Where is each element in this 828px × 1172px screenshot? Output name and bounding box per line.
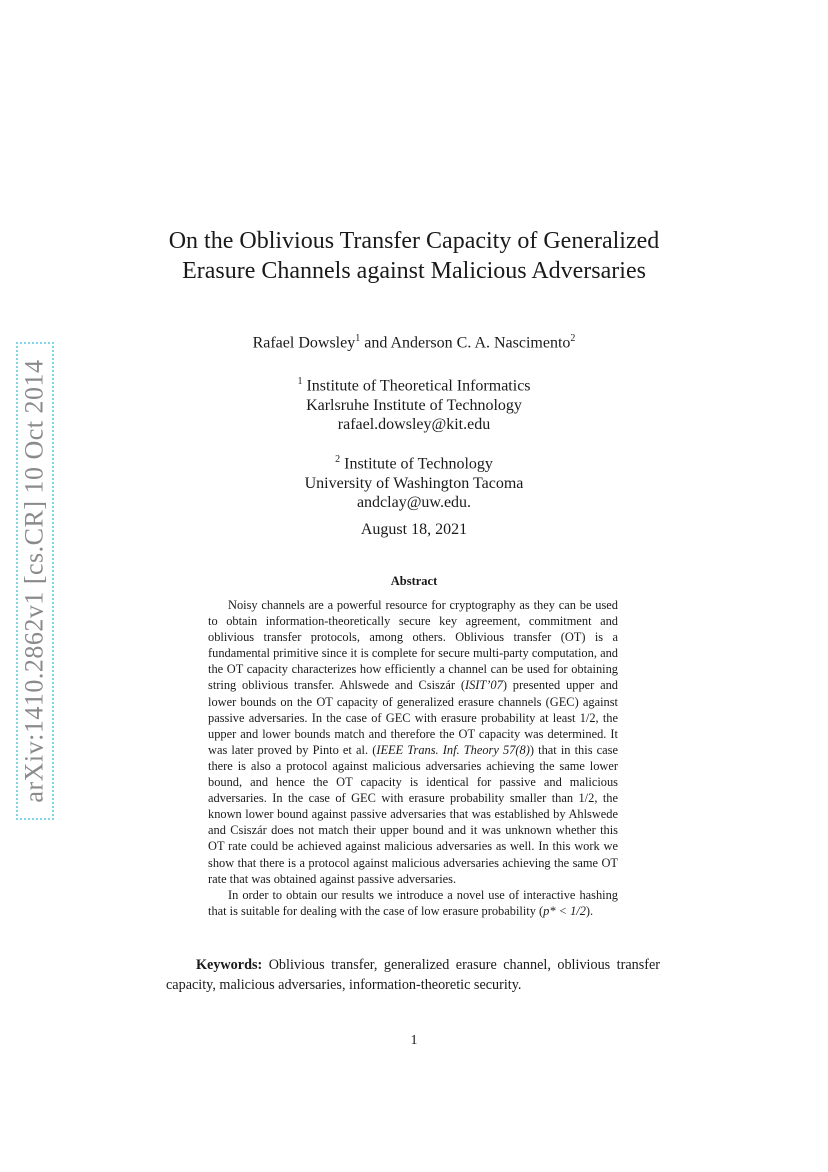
affiliation-block	[150, 372, 678, 435]
affiliation-email: andclay@uw.edu.	[356, 494, 472, 512]
affiliation-university: Karlsruhe Institute of Technology	[306, 396, 522, 414]
author-name: Anderson C. A. Nascimento	[390, 334, 571, 352]
author-conjunction: and	[360, 334, 391, 352]
abstract-body	[208, 597, 618, 919]
abstract-heading: Abstract	[390, 574, 438, 588]
abstract-paragraph: In order to obtain our results we introduce a novel use of interactive hashing that is suitable for dealing with the case of low erasure probability (p* < 1/2).	[208, 887, 618, 918]
author-affiliation-mark: 2	[570, 333, 576, 344]
arxiv-stamp	[16, 342, 54, 820]
affiliation-mark: 2	[335, 454, 341, 465]
affiliation-mark: 1	[297, 376, 303, 387]
paper-date: August 18, 2021	[360, 521, 468, 538]
affiliation-institute: $^2$ Institute of Technology	[335, 454, 493, 473]
keywords-text: Oblivious transfer, generalized erasure channel, oblivious transfer capacity, malicious adversaries, information-theoretic security.	[166, 957, 660, 993]
affiliation-university: University of Washington Tacoma	[304, 474, 524, 492]
affiliation-block	[150, 450, 678, 513]
citation: IEEE Trans. Inf. Theory 57(8)	[376, 742, 530, 757]
keywords-label: Keywords:	[196, 957, 263, 973]
page-number: 1	[410, 1033, 418, 1048]
abstract-paragraph: Noisy channels are a powerful resource for cryptography as they can be used to obtain information-theoretically secure key agreement, commitment and oblivious transfer protocols, among others. Oblivious transfer (OT) is a fundamental primitive since it is complete for secure multi-party computation, and the OT capacity characterizes how efficiently a channel can be used for obtaining string oblivious transfer. Ahlswede and Csiszár (ISIT’07) presented upper and lower bounds on the OT capacity of generalized erasure channels (GEC) against passive adversaries. In the case of GEC with erasure probability at least 1/2, the upper and lower bounds match and therefore the OT capacity was determined. It was later proved by Pinto et al. (IEEE Trans. Inf. Theory 57(8)) that in this case there is also a protocol against malicious adversaries achieving the same lower bound, and hence the OT capacity is identical for passive and malicious adversaries. In the case of GEC with erasure probability smaller than 1/2, the known lower bound against passive adversaries that was established by Ahlswede and Csiszár does not match their upper bound and it was unknown whether this OT rate could be achieved against malicious adversaries as well. In this work we show that there is a protocol against malicious adversaries achieving the same OT rate that was obtained against passive adversaries.	[208, 598, 619, 886]
paper-title: On the Oblivious Transfer Capacity of Generalized Erasure Channels against Malicious Adversaries	[168, 228, 660, 284]
author-name: Rafael Dowsley	[252, 334, 356, 352]
arxiv-identifier: arXiv:1410.2862v1 [cs.CR] 10 Oct 2014	[20, 359, 49, 803]
author-affiliation-mark: 1	[355, 333, 361, 344]
citation: ISIT’07	[464, 678, 503, 693]
keywords	[166, 955, 660, 995]
author-line	[150, 333, 678, 352]
affiliation-institute: $^1$ Institute of Theoretical Informatics	[297, 376, 531, 395]
math-expression: p* < 1/2	[543, 903, 586, 918]
affiliation-email: rafael.dowsley@kit.edu	[337, 416, 491, 434]
